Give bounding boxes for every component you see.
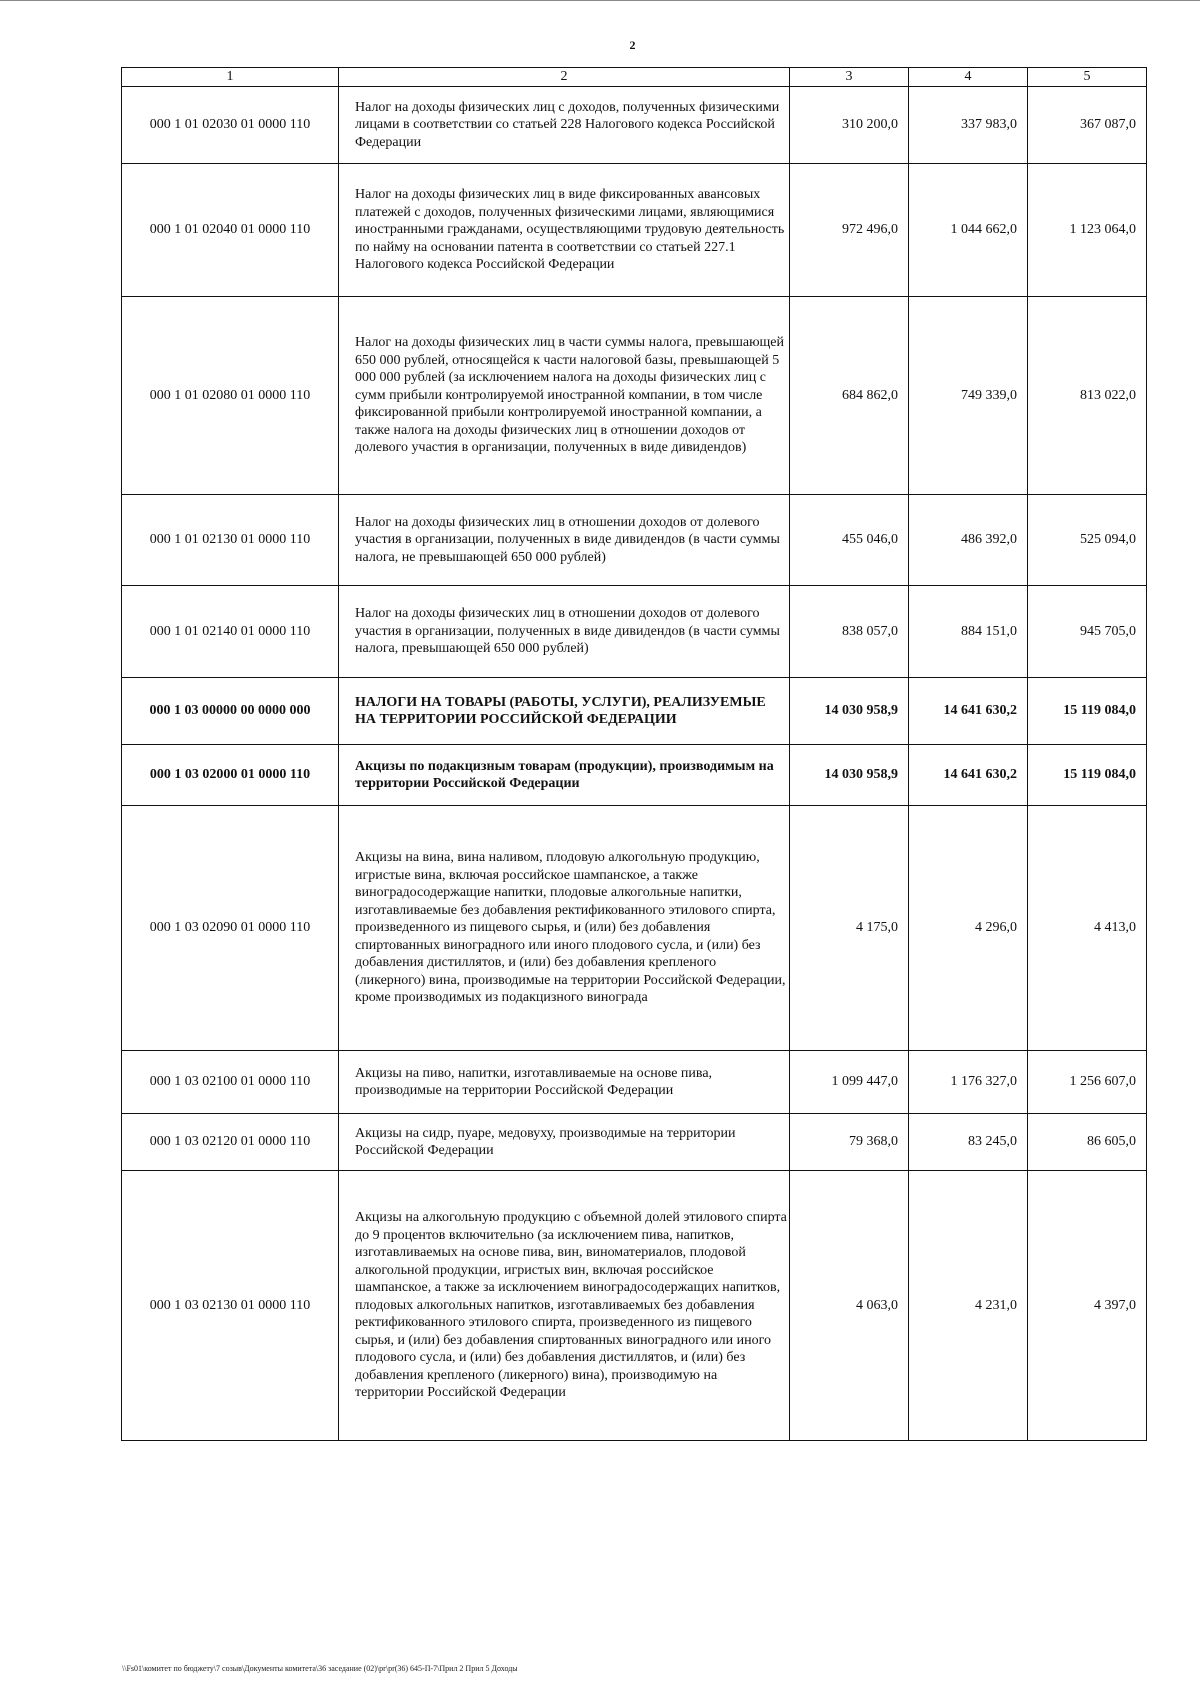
revenue-name-cell: Акцизы на пиво, напитки, изготавливаемые на основе пива, производимые на территории Российской Федерации	[339, 1051, 790, 1114]
value-col4-cell: 884 151,0	[909, 586, 1028, 678]
value-col3-cell: 310 200,0	[790, 87, 909, 164]
value-col5-cell: 86 605,0	[1028, 1114, 1147, 1171]
revenue-name-cell: Налог на доходы физических лиц в части суммы налога, превышающей 650 000 рублей, относящейся к части налоговой базы, превышающей 5 000 000 рублей (за исключением налога на доходы физических лиц с сумм прибыли контролируемой иностранной компании, в том числе фиксированной прибыли контролируемой иностранной компании, а также налога на доходы физических лиц в отношении доходов от долевого участия в организации, полученных в виде дивидендов)	[339, 297, 790, 495]
value-col4-cell: 4 296,0	[909, 806, 1028, 1051]
revenue-name-cell: Акцизы на алкогольную продукцию с объемной долей этилового спирта до 9 процентов включительно (за исключением пива, напитков, изготавливаемых на основе пива, вин, виноматериалов, плодовой алкогольной продукции, игристых вин, включая российское шампанское, а также за исключением виноградосодержащих напитков, плодовых алкогольных напитков, изготавливаемых без добавления ректификованного этилового спирта, произведенного из пищевого сырья, и (или) без добавления спиртованных виноградного или иного плодового сусла, и (или) без добавления дистиллятов, и (или) без добавления крепленого (ликерного) вина), производимую на территории Российской Федерации	[339, 1171, 790, 1441]
revenue-name-cell: Налог на доходы физических лиц в виде фиксированных авансовых платежей с доходов, полученных физическими лицами, являющимися иностранными гражданами, осуществляющими трудовую деятельность по найму на основании патента в соответствии со статьей 227.1 Налогового кодекса Российской Федерации	[339, 164, 790, 297]
budget-code-cell: 000 1 01 02040 01 0000 110	[122, 164, 339, 297]
revenue-name-cell: Налог на доходы физических лиц в отношении доходов от долевого участия в организации, полученных в виде дивидендов (в части суммы налога, не превышающей 650 000 рублей)	[339, 495, 790, 586]
budget-code-cell: 000 1 01 02140 01 0000 110	[122, 586, 339, 678]
table-row	[122, 1114, 1147, 1171]
file-path-footer: \\Fs01\комитет по бюджету\7 созыв\Документы комитета\36 заседание (02)\pr\pr(36) 645-П-7\Прил 2 Прил 5 Доходы	[122, 1664, 518, 1673]
value-col5-cell: 1 123 064,0	[1028, 164, 1147, 297]
table-row	[122, 1171, 1147, 1441]
value-col5-cell: 1 256 607,0	[1028, 1051, 1147, 1114]
value-col3-cell: 684 862,0	[790, 297, 909, 495]
budget-code-cell: 000 1 03 02120 01 0000 110	[122, 1114, 339, 1171]
value-col3-cell: 14 030 958,9	[790, 678, 909, 745]
value-col4-cell: 749 339,0	[909, 297, 1028, 495]
value-col5-cell: 15 119 084,0	[1028, 678, 1147, 745]
value-col4-cell: 14 641 630,2	[909, 745, 1028, 806]
value-col3-cell: 838 057,0	[790, 586, 909, 678]
table-row	[122, 87, 1147, 164]
value-col4-cell: 14 641 630,2	[909, 678, 1028, 745]
value-col5-cell: 4 413,0	[1028, 806, 1147, 1051]
value-col4-cell: 1 176 327,0	[909, 1051, 1028, 1114]
revenue-name-cell: Налог на доходы физических лиц с доходов, полученных физическими лицами в соответствии со статьей 228 Налогового кодекса Российской Федерации	[339, 87, 790, 164]
revenue-name-cell: Акцизы на сидр, пуаре, медовуху, производимые на территории Российской Федерации	[339, 1114, 790, 1171]
value-col5-cell: 945 705,0	[1028, 586, 1147, 678]
revenue-name-cell: Акцизы по подакцизным товарам (продукции), производимым на территории Российской Федерации	[339, 745, 790, 806]
value-col3-cell: 972 496,0	[790, 164, 909, 297]
value-col3-cell: 455 046,0	[790, 495, 909, 586]
revenue-name-cell: НАЛОГИ НА ТОВАРЫ (РАБОТЫ, УСЛУГИ), РЕАЛИЗУЕМЫЕ НА ТЕРРИТОРИИ РОССИЙСКОЙ ФЕДЕРАЦИИ	[339, 678, 790, 745]
value-col4-cell: 1 044 662,0	[909, 164, 1028, 297]
value-col3-cell: 1 099 447,0	[790, 1051, 909, 1114]
value-col3-cell: 4 063,0	[790, 1171, 909, 1441]
value-col3-cell: 14 030 958,9	[790, 745, 909, 806]
budget-code-cell: 000 1 03 02100 01 0000 110	[122, 1051, 339, 1114]
column-header-2: 2	[339, 68, 790, 87]
value-col3-cell: 79 368,0	[790, 1114, 909, 1171]
revenue-name-cell: Налог на доходы физических лиц в отношении доходов от долевого участия в организации, полученных в виде дивидендов (в части суммы налога, превышающей 650 000 рублей)	[339, 586, 790, 678]
value-col5-cell: 4 397,0	[1028, 1171, 1147, 1441]
budget-code-cell: 000 1 03 00000 00 0000 000	[122, 678, 339, 745]
budget-code-cell: 000 1 03 02000 01 0000 110	[122, 745, 339, 806]
table-row	[122, 745, 1147, 806]
table-row	[122, 678, 1147, 745]
value-col4-cell: 486 392,0	[909, 495, 1028, 586]
column-header-1: 1	[122, 68, 339, 87]
top-edge-rule	[0, 0, 1200, 1]
revenue-name-cell: Акцизы на вина, вина наливом, плодовую алкогольную продукцию, игристые вина, включая российское шампанское, а также виноградосодержащие напитки, плодовые алкогольные напитки, изготавливаемые без добавления ректификованного этилового спирта, произведенного из пищевого сырья, и (или) без добавления спиртованных виноградного или иного плодового сусла, и (или) без добавления дистиллятов, и (или) без добавления крепленого (ликерного) вина, производимые на территории Российской Федерации, кроме производимых из подакцизного винограда	[339, 806, 790, 1051]
table-row	[122, 164, 1147, 297]
table-row	[122, 586, 1147, 678]
column-number-row	[122, 68, 1147, 87]
value-col4-cell: 83 245,0	[909, 1114, 1028, 1171]
table-row	[122, 1051, 1147, 1114]
budget-code-cell: 000 1 01 02130 01 0000 110	[122, 495, 339, 586]
budget-code-cell: 000 1 03 02130 01 0000 110	[122, 1171, 339, 1441]
value-col5-cell: 15 119 084,0	[1028, 745, 1147, 806]
value-col3-cell: 4 175,0	[790, 806, 909, 1051]
column-header-3: 3	[790, 68, 909, 87]
table-row	[122, 495, 1147, 586]
table-row	[122, 806, 1147, 1051]
budget-code-cell: 000 1 01 02080 01 0000 110	[122, 297, 339, 495]
value-col5-cell: 813 022,0	[1028, 297, 1147, 495]
value-col5-cell: 367 087,0	[1028, 87, 1147, 164]
column-header-4: 4	[909, 68, 1028, 87]
column-header-5: 5	[1028, 68, 1147, 87]
value-col4-cell: 337 983,0	[909, 87, 1028, 164]
value-col4-cell: 4 231,0	[909, 1171, 1028, 1441]
table-row	[122, 297, 1147, 495]
budget-code-cell: 000 1 03 02090 01 0000 110	[122, 806, 339, 1051]
value-col5-cell: 525 094,0	[1028, 495, 1147, 586]
revenue-table	[121, 67, 1147, 1441]
page-number: 2	[629, 38, 636, 52]
budget-code-cell: 000 1 01 02030 01 0000 110	[122, 87, 339, 164]
